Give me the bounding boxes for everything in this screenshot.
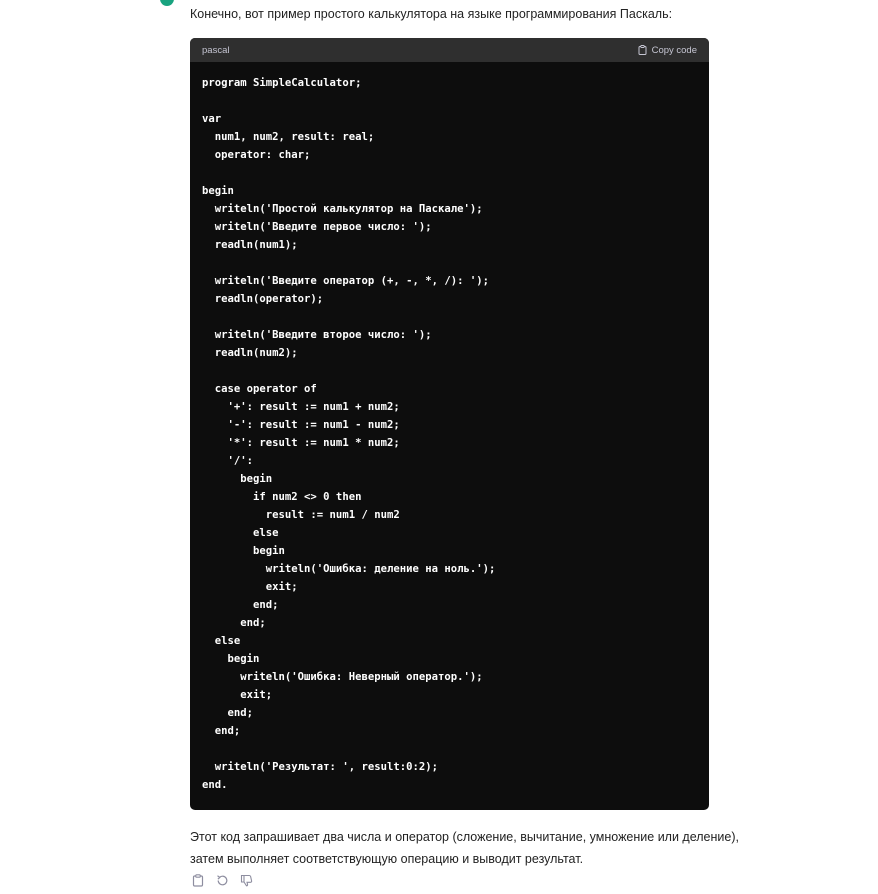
- regenerate-button[interactable]: [214, 872, 230, 888]
- code-line: begin: [202, 653, 260, 665]
- code-line: writeln('Результат: ', result:0:2);: [202, 761, 438, 773]
- assistant-avatar: [160, 0, 174, 6]
- clipboard-icon: [638, 45, 647, 55]
- code-line: begin: [202, 473, 273, 485]
- code-line: end;: [202, 707, 254, 719]
- code-line: [202, 164, 495, 182]
- code-line: writeln('Введите оператор (+, -, *, /): ');: [202, 275, 490, 287]
- code-line: '/':: [202, 455, 254, 467]
- code-line: writeln('Ошибка: деление на ноль.');: [202, 563, 496, 575]
- copy-icon: [192, 874, 204, 887]
- copy-message-button[interactable]: [190, 872, 206, 888]
- copy-code-button[interactable]: [638, 45, 697, 56]
- code-line: case operator of: [202, 383, 317, 395]
- message-intro-text: Конечно, вот пример простого калькулятора на языке программирования Паскаль:: [190, 7, 673, 21]
- code-line: else: [202, 635, 241, 647]
- code-line: if num2 <> 0 then: [202, 491, 362, 503]
- message-outro-text: [190, 826, 739, 870]
- code-line: writeln('Ошибка: Неверный оператор.');: [202, 671, 483, 683]
- message-actions: [190, 872, 254, 888]
- code-line: [202, 254, 495, 272]
- code-line: end;: [202, 617, 266, 629]
- code-line: end;: [202, 725, 241, 737]
- code-line: exit;: [202, 581, 298, 593]
- code-line: readln(num2);: [202, 347, 298, 359]
- copy-code-label: Copy code: [651, 44, 697, 56]
- code-line: result := num1 / num2: [202, 509, 400, 521]
- code-language-label: pascal: [202, 44, 230, 56]
- code-line: [202, 362, 495, 380]
- code-line: '+': result := num1 + num2;: [202, 401, 400, 413]
- code-line: writeln('Простой калькулятор на Паскале');: [202, 203, 483, 215]
- thumbs-down-icon: [240, 874, 253, 887]
- code-line: end;: [202, 599, 279, 611]
- code-block-header: [190, 38, 709, 62]
- code-line: else: [202, 527, 279, 539]
- regenerate-icon: [216, 874, 229, 887]
- outro-line-2: затем выполняет соответствующую операцию и выводит результат.: [190, 852, 584, 866]
- code-line: operator: char;: [202, 149, 311, 161]
- code-line: end.: [202, 779, 228, 791]
- code-line: begin: [202, 185, 234, 197]
- outro-line-1: Этот код запрашивает два числа и оператор (сложение, вычитание, умножение или деление),: [190, 830, 739, 844]
- code-line: [202, 92, 495, 110]
- code-line: readln(operator);: [202, 293, 324, 305]
- code-line: program SimpleCalculator;: [202, 77, 362, 89]
- code-line: writeln('Введите первое число: ');: [202, 221, 432, 233]
- code-line: '-': result := num1 - num2;: [202, 419, 400, 431]
- code-line: readln(num1);: [202, 239, 298, 251]
- code-content: [202, 74, 495, 794]
- code-line: begin: [202, 545, 285, 557]
- code-line: exit;: [202, 689, 273, 701]
- code-line: [202, 740, 495, 758]
- code-block: [190, 38, 709, 810]
- code-line: '*': result := num1 * num2;: [202, 437, 400, 449]
- thumbs-down-button[interactable]: [238, 872, 254, 888]
- code-line: [202, 308, 495, 326]
- code-line: writeln('Введите второе число: ');: [202, 329, 432, 341]
- code-line: num1, num2, result: real;: [202, 131, 375, 143]
- code-line: var: [202, 113, 222, 125]
